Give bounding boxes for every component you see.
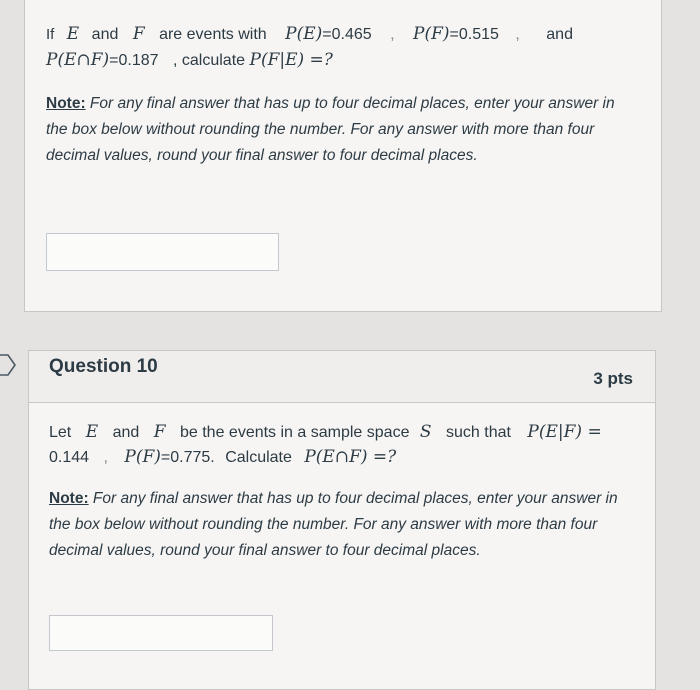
q10-answer-input[interactable]	[49, 615, 273, 651]
q10-pef-label: P(E|F) =	[527, 422, 602, 442]
q10-separator: ,	[103, 449, 108, 466]
q9-statement-line-2	[46, 50, 333, 70]
q9-target-expression: P(F|E) =?	[249, 50, 333, 70]
q9-pe-value: =0.465	[322, 26, 372, 43]
q9-statement-line-1	[46, 24, 573, 44]
q10-event-e: E	[85, 422, 99, 442]
q9-and-text-2: and	[546, 26, 573, 43]
q9-pf-value: =0.515	[449, 26, 499, 43]
q9-pef-value: =0.187	[109, 52, 159, 69]
q9-note-text-2: the box below without rounding the number. For any answer with more than four	[46, 121, 595, 138]
q9-note	[46, 91, 615, 169]
q9-answer-input[interactable]	[46, 233, 279, 271]
q9-separator-2: ,	[515, 26, 520, 43]
q9-pef-label: P(E∩F)	[46, 50, 110, 70]
q10-statement-line-1	[49, 422, 602, 442]
q10-calculate-text: Calculate	[225, 449, 292, 466]
q10-target-expression: P(E∩F) =?	[304, 447, 397, 467]
q10-pef-value: 0.144	[49, 449, 90, 466]
question-10-header	[29, 351, 655, 403]
q9-note-text-1: For any final answer that has up to four decimal places, enter your answer in	[85, 95, 615, 112]
q10-pf-value: =0.775.	[160, 449, 215, 466]
q10-note-text-2: the box below without rounding the number. For any answer with more than four	[49, 516, 598, 533]
q10-sample-space-text: be the events in a sample space	[179, 424, 410, 441]
q9-separator-1: ,	[390, 26, 395, 43]
q10-event-f: F	[153, 422, 166, 442]
q10-note	[49, 486, 618, 564]
q9-are-events-text: are events with	[159, 26, 267, 43]
question-points: 3 pts	[593, 369, 633, 388]
q10-note-text-3: decimal values, round your final answer to four decimal places.	[49, 542, 481, 559]
q9-note-label: Note:	[46, 95, 86, 112]
q10-such-that-text: such that	[446, 424, 511, 441]
question-10-card	[28, 350, 656, 690]
q9-and-text: and	[91, 26, 119, 43]
q9-calculate-text: , calculate	[173, 52, 246, 69]
bookmark-icon[interactable]	[0, 354, 16, 376]
q9-event-e: E	[66, 24, 80, 44]
q10-note-label: Note:	[49, 490, 89, 507]
question-9-card	[24, 0, 662, 312]
q10-sample-space-s: S	[419, 422, 432, 442]
q10-let-text: Let	[49, 424, 72, 441]
q10-statement-line-2	[49, 447, 396, 467]
q9-note-text-3: decimal values, round your final answer to four decimal places.	[46, 147, 478, 164]
q10-and-text: and	[112, 424, 140, 441]
q10-note-text-1: For any final answer that has up to four decimal places, enter your answer in	[88, 490, 618, 507]
q9-if-text: If	[46, 26, 55, 43]
question-title: Question 10	[49, 356, 158, 377]
q9-event-f: F	[132, 24, 145, 44]
q10-pf-label: P(F)	[124, 447, 161, 467]
q9-pe-label: P(E)	[285, 24, 323, 44]
q9-pf-label: P(F)	[413, 24, 450, 44]
